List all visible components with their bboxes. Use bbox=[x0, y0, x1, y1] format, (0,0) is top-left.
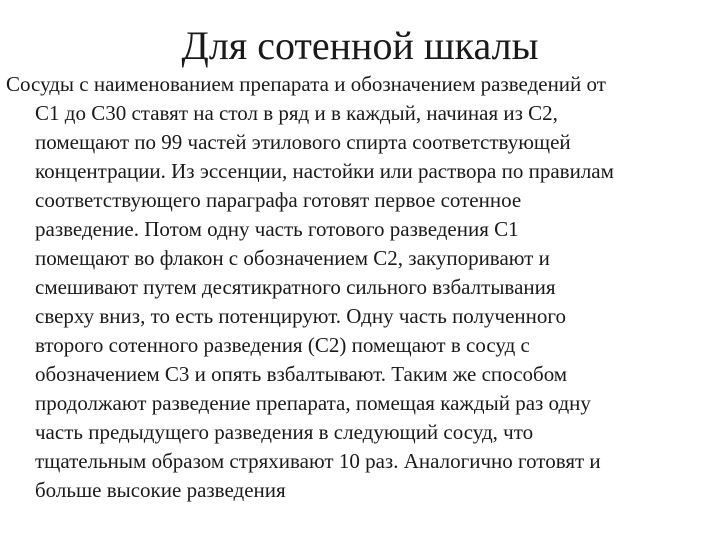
paragraph-line: концентрации. Из эссенции, настойки или раствора по правилам bbox=[35, 159, 614, 183]
paragraph-line: Сосуды с наименованием препарата и обозначением разведений от bbox=[6, 72, 606, 96]
paragraph-line: помещают по 99 частей этилового спирта соответствующей bbox=[35, 130, 571, 154]
slide-title: Для сотенной шкалы bbox=[181, 23, 539, 68]
paragraph-line: помещают во флакон с обозначением С2, закупоривают и bbox=[35, 246, 550, 270]
paragraph-line: часть предыдущего разведения в следующий сосуд, что bbox=[35, 420, 534, 444]
paragraph-line: сверху вниз, то есть потенцируют. Одну часть полученного bbox=[35, 304, 566, 328]
paragraph-line: С1 до С30 ставят на стол в ряд и в каждый, начиная из С2, bbox=[35, 101, 558, 125]
paragraph-line: обозначением С3 и опять взбалтывают. Таким же способом bbox=[35, 362, 568, 386]
paragraph-line: соответствующего параграфа готовят первое сотенное bbox=[35, 188, 522, 212]
slide-body-paragraph bbox=[6, 70, 710, 505]
paragraph-line: тщательным образом стряхивают 10 раз. Аналогично готовят и bbox=[35, 449, 601, 473]
paragraph-line: смешивают путем десятикратного сильного взбалтывания bbox=[35, 275, 556, 299]
paragraph-line: разведение. Потом одну часть готового разведения С1 bbox=[35, 217, 519, 241]
paragraph-line: продолжают разведение препарата, помещая каждый раз одну bbox=[35, 391, 591, 415]
paragraph-line: второго сотенного разведения (С2) помещают в сосуд с bbox=[35, 333, 530, 357]
paragraph-line: больше высокие разведения bbox=[35, 478, 286, 502]
